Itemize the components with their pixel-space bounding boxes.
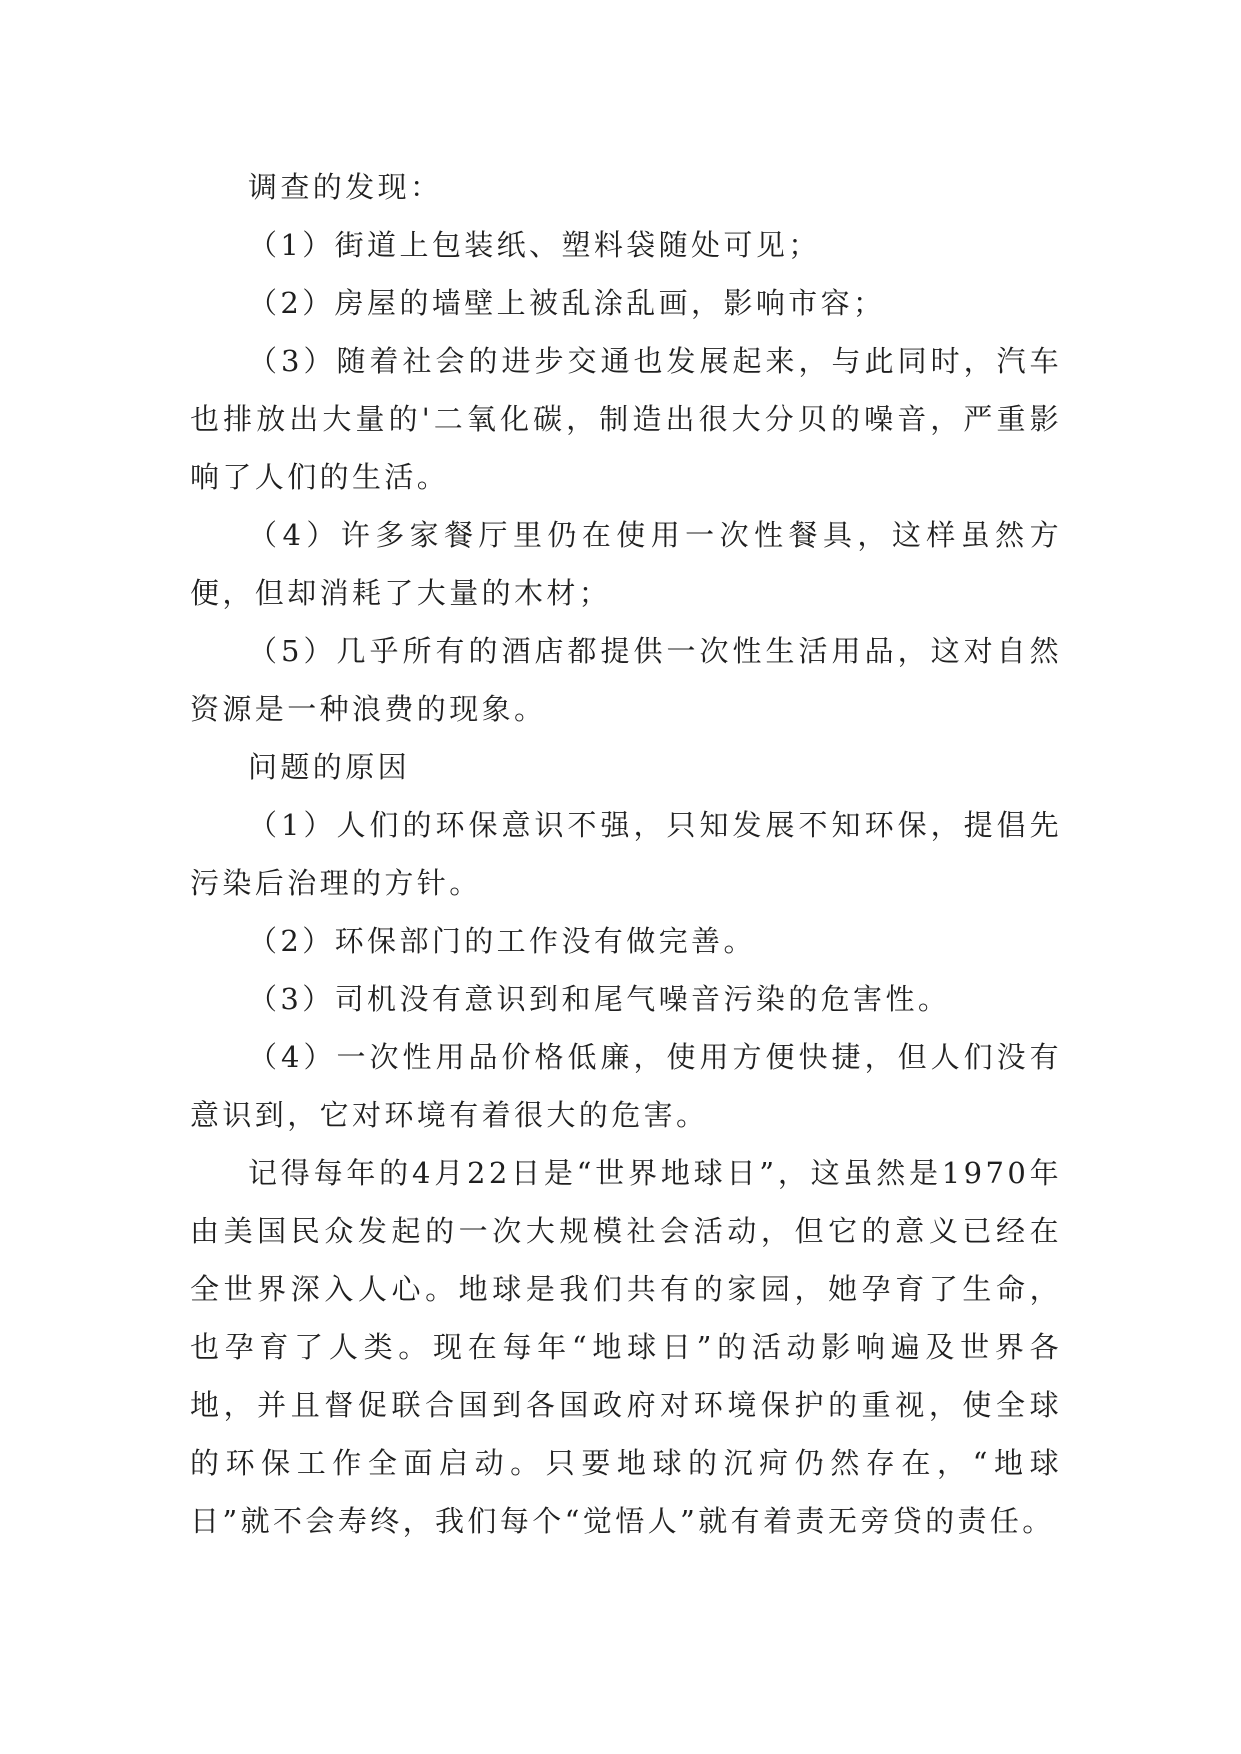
paragraph-finding-5: （5）几乎所有的酒店都提供一次性生活用品，这对自然资源是一种浪费的现象。 — [190, 634, 1062, 726]
paragraph-survey-heading: 调查的发现： — [248, 170, 443, 204]
paragraph-finding-2: （2）房屋的墙壁上被乱涂乱画，影响市容； — [248, 286, 886, 320]
paragraph-finding-3: （3）随着社会的进步交通也发展起来，与此同时，汽车也排放出大量的'二氧化碳，制造出很大分贝的噪音，严重影响了人们的生活。 — [190, 344, 1062, 494]
paragraph-cause-2: （2）环保部门的工作没有做完善。 — [248, 924, 756, 958]
paragraph-causes-heading: 问题的原因 — [248, 750, 411, 784]
paragraph-finding-1: （1）街道上包装纸、塑料袋随处可见； — [248, 228, 821, 262]
paragraph-finding-4: （4）许多家餐厅里仍在使用一次性餐具，这样虽然方便，但却消耗了大量的木材； — [190, 518, 1062, 610]
document-body — [190, 158, 1062, 1550]
paragraph-cause-1: （1）人们的环保意识不强，只知发展不知环保，提倡先污染后治理的方针。 — [190, 808, 1062, 900]
paragraph-cause-3: （3）司机没有意识到和尾气噪音污染的危害性。 — [248, 982, 951, 1016]
paragraph-cause-4: （4）一次性用品价格低廉，使用方便快捷，但人们没有意识到，它对环境有着很大的危害。 — [190, 1040, 1062, 1132]
paragraph-earth-day: 记得每年的4月22日是“世界地球日”，这虽然是1970年由美国民众发起的一次大规模社会活动，但它的意义已经在全世界深入人心。地球是我们共有的家园，她孕育了生命，也孕育了人类。现在每年“地球日”的活动影响遍及世界各地，并且督促联合国到各国政府对环境保护的重视，使全球的环保工作全面启动。只要地球的沉疴仍然存在，“地球日”就不会寿终，我们每个“觉悟人”就有着责无旁贷的责任。 — [190, 1156, 1062, 1538]
